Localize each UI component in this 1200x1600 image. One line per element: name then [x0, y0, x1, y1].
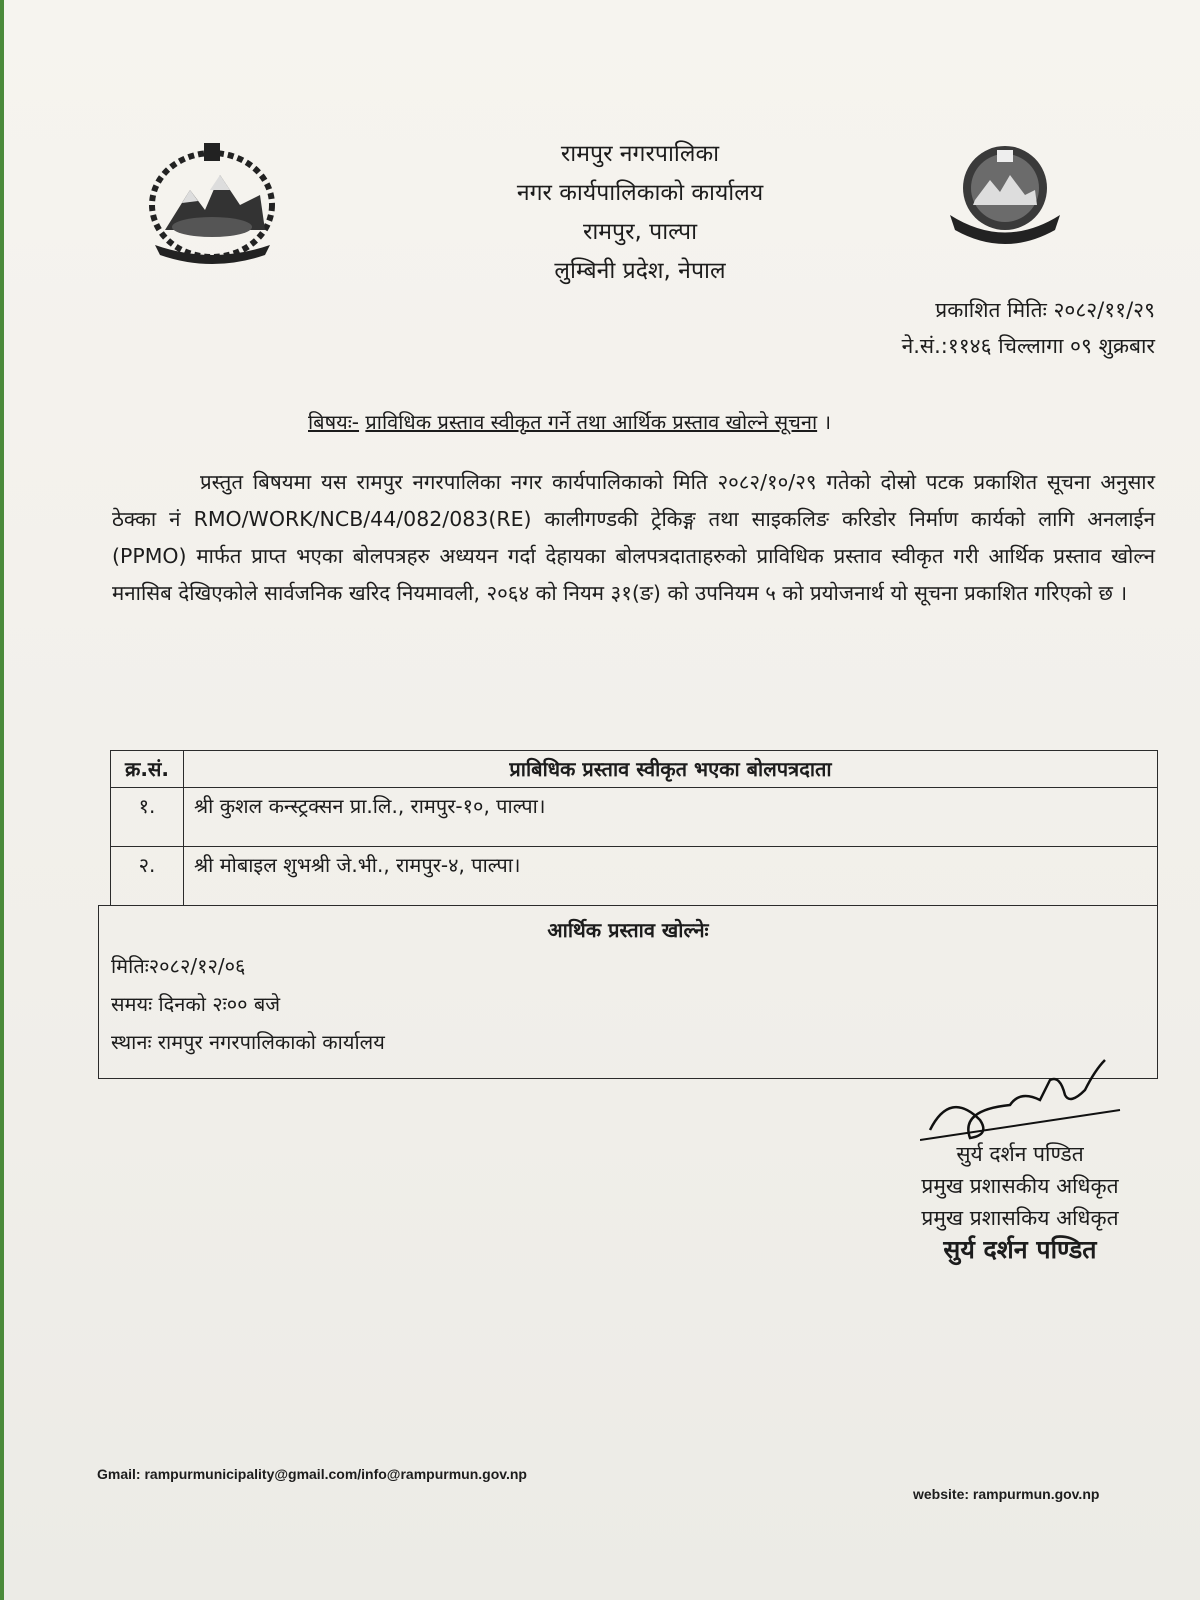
row-sn: १. [111, 788, 184, 847]
signer-name: सुर्य दर्शन पण्डित [956, 1142, 1084, 1166]
municipality-name: रामपुर नगरपालिका [560, 141, 720, 167]
table-row [111, 847, 1158, 906]
handwritten-signature [920, 1050, 1130, 1150]
published-date: प्रकाशित मितिः २०८२/११/२९ [935, 298, 1155, 322]
page-edge [0, 0, 4, 1600]
signer-title: प्रमुख प्रशासकीय अधिकृत [921, 1174, 1119, 1198]
table-row [111, 788, 1158, 847]
subject-end: । [823, 410, 832, 434]
signer-title-stamp: प्रमुख प्रशासकिय अधिकृत [921, 1206, 1119, 1230]
opening-place: स्थानः रामपुर नगरपालिकाको कार्यालय [111, 1030, 385, 1054]
opening-date: मितिः२०८२/१२/०६ [111, 954, 246, 978]
office-header [430, 135, 850, 291]
footer-website: website: rampurmun.gov.np [913, 1486, 1100, 1502]
notice-body: प्रस्तुत बिषयमा यस रामपुर नगरपालिका नगर कार्यपालिकाको मिति २०८२/१०/२९ गतेको दोस्रो पटक प्रकाशित सूचना अनुसार ठेक्का नं RMO/WORK/NCB/44/082/083(RE) कालीगण्डकी ट्रेकिङ्ग तथा साइकलिङ करिडोर निर्माण कार्यको लागि अनलाईन (PPMO) मार्फत प्राप्त भएका बोलपत्रहरु अध्ययन गर्दा देहायका बोलपत्रदाताहरुको प्राविधिक प्रस्ताव स्वीकृत गरी आर्थिक प्रस्ताव खोल्न मनासिब देखिएकोले सार्वजनिक खरिद नियमावली, २०६४ को नियम ३१(ङ) को उपनियम ५ को प्रयोजनार्थ यो सूचना प्रकाशित गरिएको छ । [112, 470, 1155, 605]
column-header-bidder: प्राबिधिक प्रस्ताव स्वीकृत भएका बोलपत्रदाता [184, 751, 1158, 788]
publication-meta [902, 292, 1155, 364]
subject-prefix: बिषयः- [308, 410, 360, 434]
opening-time: समयः दिनको २ः०० बजे [111, 992, 281, 1016]
office-name: नगर कार्यपालिकाको कार्यालय [516, 180, 764, 206]
signer-name-stamp: सुर्य दर्शन पण्डित [943, 1235, 1097, 1264]
column-header-sn: क्र.सं. [111, 751, 184, 788]
row-bidder-name: श्री मोबाइल शुभश्री जे.भी., रामपुर-४, पाल्पा। [184, 847, 1158, 906]
row-sn: २. [111, 847, 184, 906]
office-address: रामपुर, पाल्पा [582, 219, 698, 245]
province-country: लुम्बिनी प्रदेश, नेपाल [554, 258, 726, 284]
signer-block [870, 1138, 1170, 1266]
subject-text: प्राविधिक प्रस्ताव स्वीकृत गर्ने तथा आर्थिक प्रस्ताव खोल्ने सूचना [365, 410, 818, 434]
nepal-emblem-icon [140, 135, 285, 270]
row-bidder-name: श्री कुशल कन्स्ट्रक्सन प्रा.लि., रामपुर-१०, पाल्पा। [184, 788, 1158, 847]
footer-gmail: Gmail: rampurmunicipality@gmail.com/info@rampurmun.gov.np [97, 1466, 527, 1482]
municipality-logo-icon [945, 140, 1065, 250]
bidders-table [110, 750, 1158, 906]
nepal-sambat-date: ने.सं.:११४६ चिल्लागा ०९ शुक्रबार [901, 334, 1155, 358]
table-header-row [111, 751, 1158, 788]
notice-subject [308, 408, 831, 435]
opening-title: आर्थिक प्रस्ताव खोल्नेः [547, 918, 709, 942]
